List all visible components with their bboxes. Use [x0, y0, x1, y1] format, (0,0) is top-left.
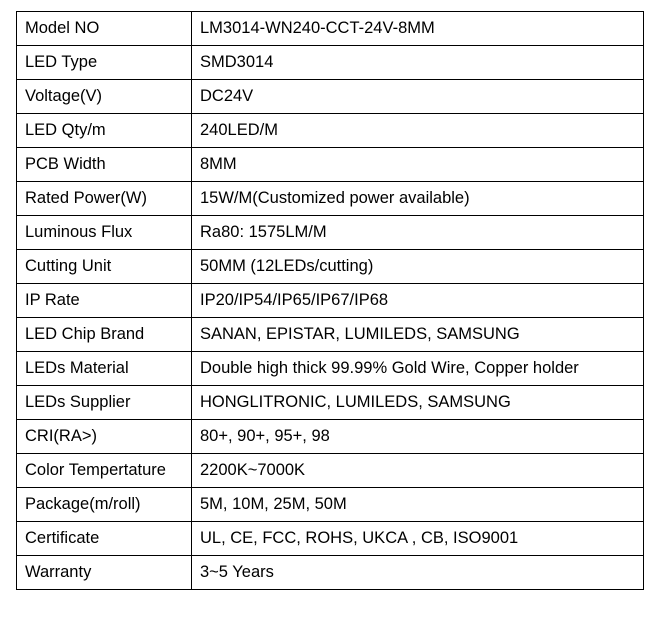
table-row — [17, 46, 644, 80]
spec-value: 15W/M(Customized power available) — [192, 182, 644, 216]
spec-value: SMD3014 — [192, 46, 644, 80]
table-row — [17, 284, 644, 318]
table-row — [17, 318, 644, 352]
spec-value: HONGLITRONIC, LUMILEDS, SAMSUNG — [192, 386, 644, 420]
spec-value: Double high thick 99.99% Gold Wire, Copper holder — [192, 352, 644, 386]
table-row — [17, 386, 644, 420]
spec-value: Ra80: 1575LM/M — [192, 216, 644, 250]
spec-value: 240LED/M — [192, 114, 644, 148]
spec-label: Color Tempertature — [17, 454, 192, 488]
table-row — [17, 352, 644, 386]
table-row — [17, 216, 644, 250]
spec-value: 50MM (12LEDs/cutting) — [192, 250, 644, 284]
spec-value: UL, CE, FCC, ROHS, UKCA , CB, ISO9001 — [192, 522, 644, 556]
spec-value: IP20/IP54/IP65/IP67/IP68 — [192, 284, 644, 318]
spec-label: Certificate — [17, 522, 192, 556]
spec-value: SANAN, EPISTAR, LUMILEDS, SAMSUNG — [192, 318, 644, 352]
spec-value: 8MM — [192, 148, 644, 182]
spec-value: 3~5 Years — [192, 556, 644, 590]
table-row — [17, 420, 644, 454]
table-row — [17, 250, 644, 284]
spec-label: LED Qty/m — [17, 114, 192, 148]
spec-value: 2200K~7000K — [192, 454, 644, 488]
table-row — [17, 80, 644, 114]
spec-label: PCB Width — [17, 148, 192, 182]
spec-label: Luminous Flux — [17, 216, 192, 250]
spec-value: 80+, 90+, 95+, 98 — [192, 420, 644, 454]
spec-label: LED Type — [17, 46, 192, 80]
spec-table-body — [17, 12, 644, 590]
spec-label: Cutting Unit — [17, 250, 192, 284]
table-row — [17, 148, 644, 182]
spec-label: Rated Power(W) — [17, 182, 192, 216]
table-row — [17, 556, 644, 590]
spec-label: Warranty — [17, 556, 192, 590]
table-row — [17, 182, 644, 216]
spec-label: CRI(RA>) — [17, 420, 192, 454]
spec-label: Model NO — [17, 12, 192, 46]
spec-value: DC24V — [192, 80, 644, 114]
spec-table — [16, 11, 644, 590]
spec-value: LM3014-WN240-CCT-24V-8MM — [192, 12, 644, 46]
table-row — [17, 454, 644, 488]
spec-label: LEDs Material — [17, 352, 192, 386]
spec-label: Voltage(V) — [17, 80, 192, 114]
spec-label: IP Rate — [17, 284, 192, 318]
table-row — [17, 522, 644, 556]
table-row — [17, 114, 644, 148]
spec-label: Package(m/roll) — [17, 488, 192, 522]
table-row — [17, 12, 644, 46]
spec-value: 5M, 10M, 25M, 50M — [192, 488, 644, 522]
spec-label: LED Chip Brand — [17, 318, 192, 352]
table-row — [17, 488, 644, 522]
spec-label: LEDs Supplier — [17, 386, 192, 420]
